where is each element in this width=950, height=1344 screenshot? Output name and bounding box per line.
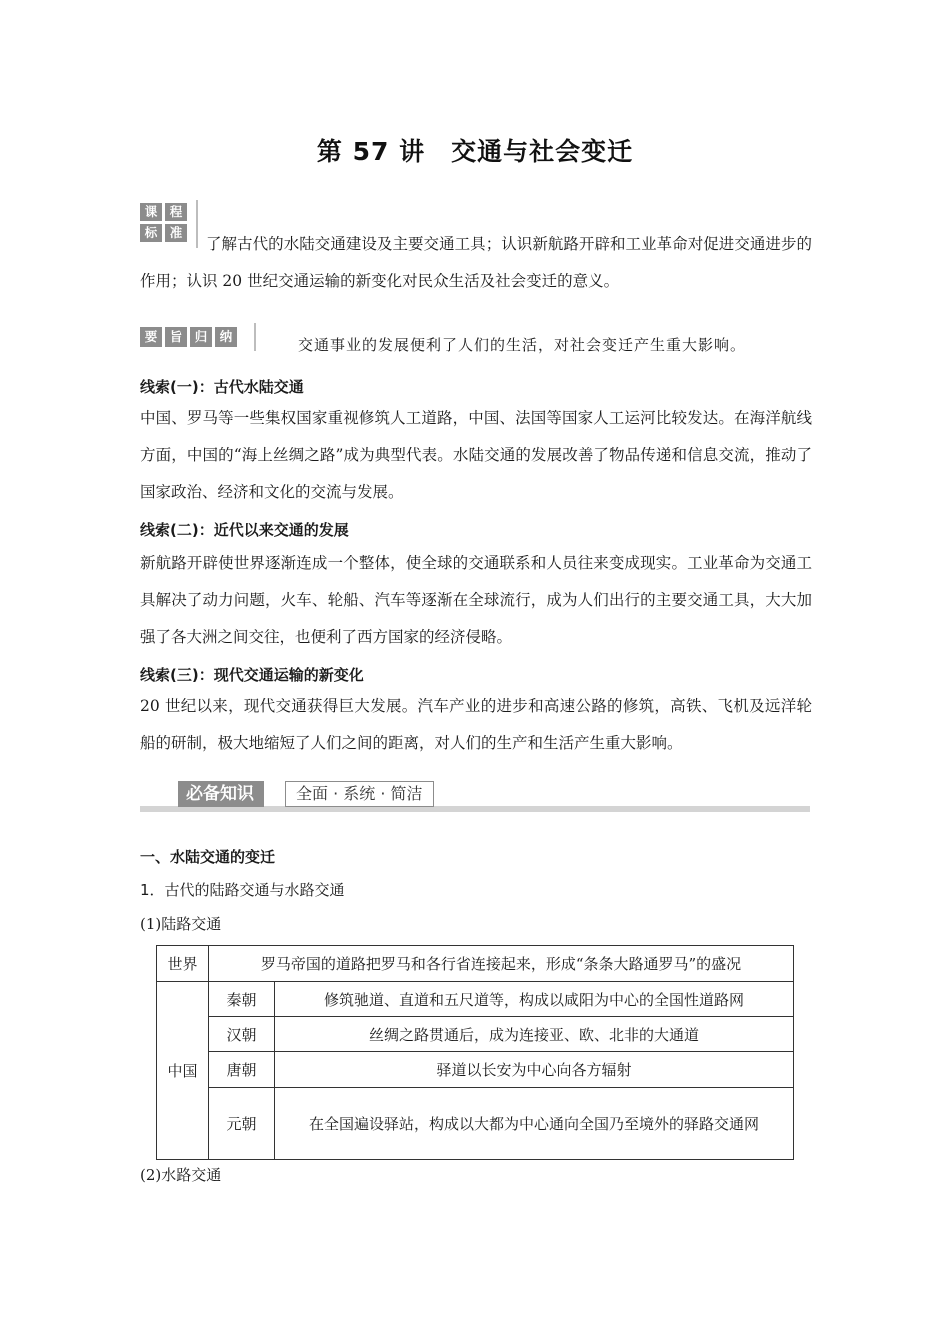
clue-2-heading: 线索(二)：近代以来交通的发展 <box>140 521 349 539</box>
sub-heading: 1．古代的陆路交通与水路交通 <box>140 881 345 899</box>
table-row <box>157 1017 794 1052</box>
table-row <box>157 1052 794 1088</box>
dynasty-cell: 汉朝 <box>209 1017 275 1052</box>
content-cell: 在全国遍设驿站，构成以大都为中心通向全国乃至境外的驿路交通网 <box>275 1088 794 1160</box>
summary-badge: 要 旨 归 纳 <box>140 327 237 347</box>
divider <box>254 323 256 351</box>
part-heading: 一、水陆交通的变迁 <box>140 848 276 866</box>
table-row <box>157 946 794 982</box>
region-cell: 世界 <box>157 946 209 982</box>
dynasty-cell: 唐朝 <box>209 1052 275 1088</box>
dynasty-cell: 秦朝 <box>209 982 275 1017</box>
summary-text: 交通事业的发展便利了人们的生活，对社会变迁产生重大影响。 <box>298 336 747 354</box>
section-title: 必备知识 <box>178 781 264 807</box>
content-cell: 罗马帝国的道路把罗马和各行省连接起来，形成“条条大路通罗马”的盛况 <box>209 946 794 982</box>
region-cell: 中国 <box>157 982 209 1160</box>
clue-2-text: 新航路开辟使世界逐渐连成一个整体，使全球的交通联系和人员往来变成现实。工业革命为交通工具解决了动力问题，火车、轮船、汽车等逐渐在全球流行，成为人们出行的主要交通工具，大大加强了各大洲之间交往，也便利了西方国家的经济侵略。 <box>140 554 812 646</box>
dynasty-cell: 元朝 <box>209 1088 275 1160</box>
water-label: (2)水路交通 <box>140 1166 222 1184</box>
land-label: (1)陆路交通 <box>140 915 222 933</box>
content-cell: 修筑驰道、直道和五尺道等，构成以咸阳为中心的全国性道路网 <box>275 982 794 1017</box>
clue-3-heading: 线索(三)：现代交通运输的新变化 <box>140 666 364 684</box>
page-title: 第 57 讲 交通与社会变迁 <box>316 137 634 166</box>
table-row <box>157 982 794 1017</box>
content-cell: 驿道以长安为中心向各方辐射 <box>275 1052 794 1088</box>
curriculum-badge: 课 程 标 准 <box>140 203 187 242</box>
clue-3-text: 20 世纪以来，现代交通获得巨大发展。汽车产业的进步和高速公路的修筑，高铁、飞机及远洋轮船的研制，极大地缩短了人们之间的距离，对人们的生产和生活产生重大影响。 <box>140 697 812 752</box>
land-transport-table <box>156 945 794 1160</box>
content-cell: 丝绸之路贯通后，成为连接亚、欧、北非的大通道 <box>275 1017 794 1052</box>
section-subtitle: 全面 · 系统 · 简洁 <box>285 781 434 807</box>
clue-1-text: 中国、罗马等一些集权国家重视修筑人工道路，中国、法国等国家人工运河比较发达。在海洋航线方面，中国的“海上丝绸之路”成为典型代表。水陆交通的发展改善了物品传递和信息交流，推动了国家政治、经济和文化的交流与发展。 <box>140 409 812 501</box>
curriculum-text: 了解古代的水陆交通建设及主要交通工具；认识新航路开辟和工业革命对促进交通进步的作用；认识 20 世纪交通运输的新变化对民众生活及社会变迁的意义。 <box>140 235 812 290</box>
table-row <box>157 1088 794 1160</box>
clue-1-heading: 线索(一)：古代水陆交通 <box>140 378 304 396</box>
